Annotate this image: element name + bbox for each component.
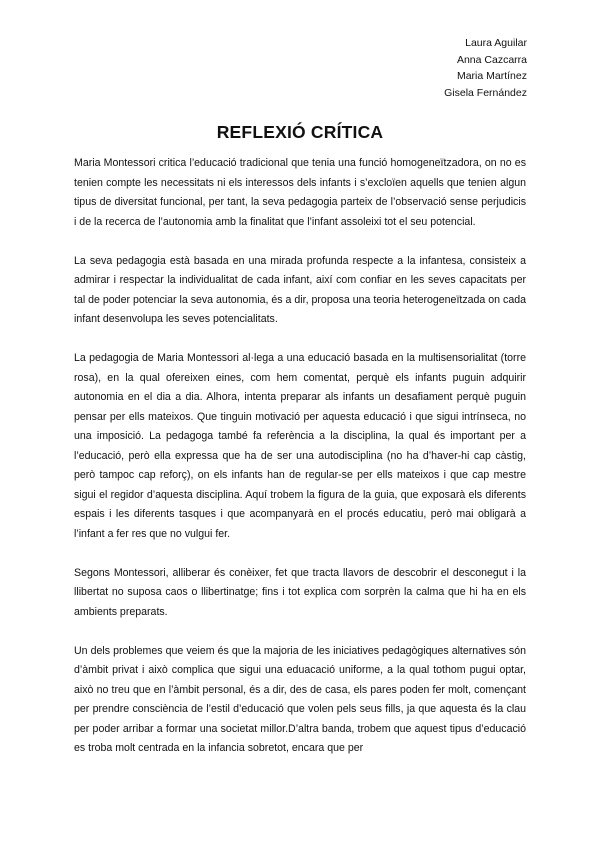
paragraph: Un dels problemes que veiem és que la majoria de les iniciatives pedagògiques alternatives són d’àmbit privat i això complica que sigui una eduacació uniforme, a la qual tothom pugui optar, això no treu que en l’àmbit personal, és a dir, des de casa, els pares poden fer molt, començant per prendre consciència de l’estil d’educació que volen pels seus fills, ja que aquesta és la clau per poder arribar a formar una societat millor.D’altra banda, trobem que aquest tipus d’educació es troba molt centrada en la infancia sobretot, encara que per [74,644,526,754]
author-name: Laura Aguilar [465,37,527,49]
paragraph: Segons Montessori, alliberar és conèixer, fet que tracta llavors de descobrir el desconegut i la llibertat no suposa caos o llibertinatge; fins i tot explica com sorprèn la calma que hi ha en els ambients preparats. [74,566,526,618]
author-name: Anna Cazcarra [456,53,527,66]
author-list [444,35,527,101]
document-body [74,154,526,778]
paragraph: Maria Montessori critica l’educació tradicional que tenia una funció homogeneïtzadora, on no es tenien compte les necessitats ni els interessos dels infants i s’excloïen aquells que tenien algun tipus de diversitat funcional, per tant, la seva pedagogia parteix de l’observació sense perjudicis i de la recerca de l’autonomia amb la finalitat que l’infant assoleixi tot el seu potencial. [74,157,526,228]
paragraph: La pedagogia de Maria Montessori al·lega a una educació basada en la multisensorialitat (torre rosa), en la qual ofereixen eines, com hem comentat, perquè els infants puguin adquirir autonomia en el dia a dia. Alhora, intenta preparar als infants un desafiament perquè puguin pensar per ells mateixos. Que tinguin motivació per aquesta educació i que sigui intrínseca, no una imposició. La pedagoga també fa referència a la disciplina, la qual és important per a l’educació, però ella expressa que ha de ser una autodisciplina (no ha d’haver-hi cap càstig, però tampoc cap reforç), on els infants han de regular-se per ells mateixos i que cap mestre sigui el regidor d’aquesta disciplina. Aquí trobem la figura de la guia, que exposarà els diferents espais i les diferents tasques i que acompanyarà en el procés educatiu, però mai obligarà a l’infant a fer res que no vulgui fer. [74,352,526,540]
author-name: Gisela Fernández [444,86,527,99]
paragraph: La seva pedagogia està basada en una mirada profunda respecte a la infantesa, consisteix a admirar i respectar la individualitat de cada infant, així com confiar en les seves capacitats per tal de poder potenciar la seva autonomia, és a dir, proposa una teoria heterogeneïtzada on cada infant desenvolupa les seves potencialitats. [74,254,526,325]
author-name: Maria Martínez [456,70,527,82]
document-title: REFLEXIÓ CRÍTICA [216,122,384,142]
